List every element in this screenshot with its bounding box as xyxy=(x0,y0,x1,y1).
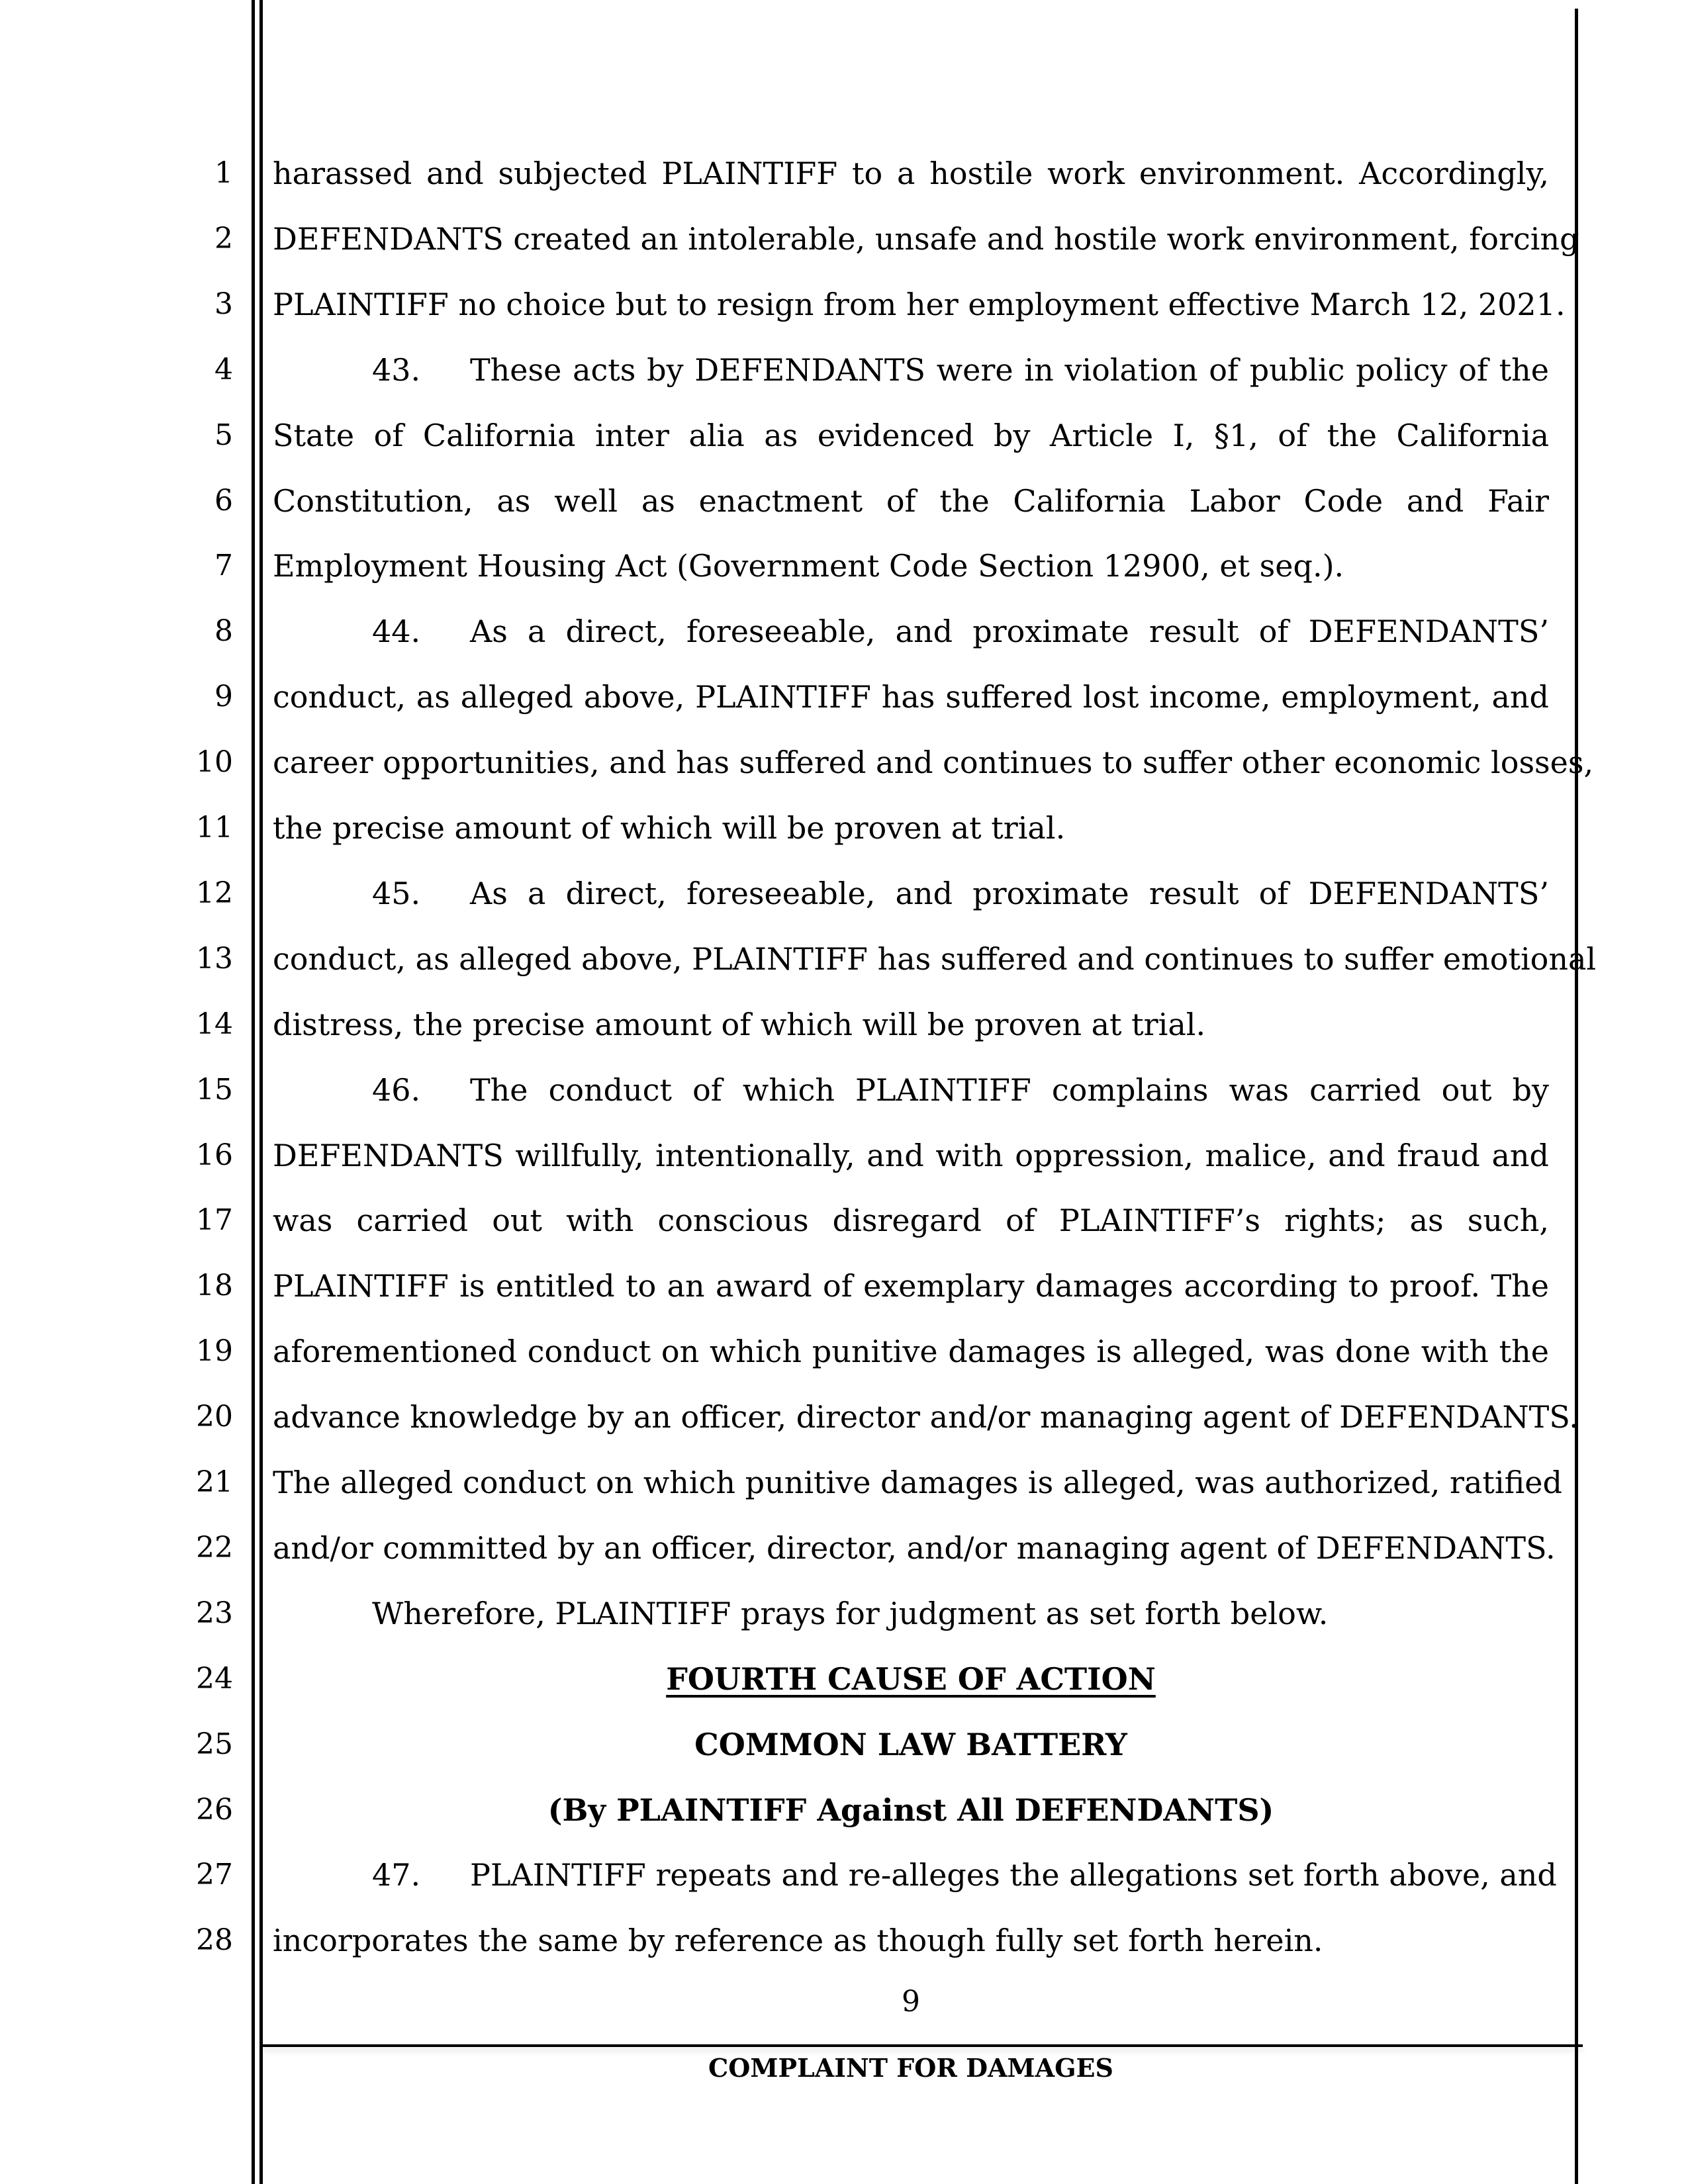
text-line xyxy=(273,1528,1556,1568)
cause-of-action-heading xyxy=(273,1659,1549,1699)
footer-rule xyxy=(263,2044,1583,2047)
text-line xyxy=(273,154,1549,193)
paragraph-first-line xyxy=(273,1070,1549,1110)
line-number: 28 xyxy=(196,1923,233,1957)
line-text: State of California inter alia as evidenced by Article I, §1, of the California xyxy=(273,418,1549,453)
text-line xyxy=(273,219,1579,259)
line-number: 18 xyxy=(196,1269,233,1302)
paragraph-first-line xyxy=(273,612,1549,651)
line-number: 5 xyxy=(214,418,233,452)
text-line xyxy=(273,1201,1549,1240)
line-text: advance knowledge by an officer, director and/or managing agent of DEFENDANTS. xyxy=(273,1399,1579,1435)
line-text: conduct, as alleged above, PLAINTIFF has suffered and continues to suffer emotional xyxy=(273,941,1597,977)
text-line xyxy=(273,285,1566,324)
line-text: As a direct, foreseeable, and proximate result of DEFENDANTS’ xyxy=(470,876,1549,911)
line-text: Wherefore, PLAINTIFF prays for judgment as set forth below. xyxy=(372,1596,1329,1631)
line-number: 20 xyxy=(196,1400,233,1433)
line-text: harassed and subjected PLAINTIFF to a hostile work environment. Accordingly, xyxy=(273,156,1549,191)
line-text: The conduct of which PLAINTIFF complains was carried out by xyxy=(470,1072,1549,1108)
paragraph-first-line xyxy=(273,350,1549,390)
text-line xyxy=(273,481,1549,521)
line-text: PLAINTIFF no choice but to resign from her employment effective March 12, 2021. xyxy=(273,287,1566,322)
paragraph-number: 46. xyxy=(372,1072,421,1108)
line-text: As a direct, foreseeable, and proximate result of DEFENDANTS’ xyxy=(470,614,1549,649)
line-text: The alleged conduct on which punitive damages is alleged, was authorized, ratified xyxy=(273,1465,1562,1500)
text-line xyxy=(273,1921,1549,1960)
paragraph-number: 44. xyxy=(372,614,421,649)
line-number: 10 xyxy=(196,745,233,779)
paragraph-number: 45. xyxy=(372,876,421,911)
line-number: 12 xyxy=(196,876,233,910)
line-text: aforementioned conduct on which punitive damages is alleged, was done with the xyxy=(273,1334,1549,1369)
line-number: 2 xyxy=(214,222,233,255)
text-line xyxy=(273,1397,1579,1437)
line-number: 13 xyxy=(196,942,233,976)
text-line xyxy=(273,677,1549,717)
line-number: 23 xyxy=(196,1596,233,1630)
section-heading xyxy=(273,1790,1549,1830)
heading-text: FOURTH CAUSE OF ACTION xyxy=(666,1661,1156,1697)
line-text: PLAINTIFF repeats and re-alleges the allegations set forth above, and xyxy=(470,1857,1557,1893)
line-number: 8 xyxy=(214,614,233,648)
text-line xyxy=(273,1266,1549,1306)
line-text: Constitution, as well as enactment of the California Labor Code and Fair xyxy=(273,483,1549,519)
line-text: the precise amount of which will be proven at trial. xyxy=(273,810,1066,846)
paragraph-number: 47. xyxy=(372,1857,421,1893)
line-number: 19 xyxy=(196,1334,233,1368)
line-number: 22 xyxy=(196,1531,233,1565)
right-margin-rule xyxy=(1575,9,1578,2184)
text-line xyxy=(273,939,1597,979)
page-number: 9 xyxy=(902,1985,920,2019)
text-line xyxy=(273,546,1549,586)
heading-text: COMMON LAW BATTERY xyxy=(694,1727,1127,1762)
line-number: 1 xyxy=(214,156,233,190)
paragraph-first-line xyxy=(273,874,1549,913)
heading-text: (By PLAINTIFF Against All DEFENDANTS) xyxy=(547,1792,1274,1828)
line-number: 26 xyxy=(196,1793,233,1827)
text-line xyxy=(273,808,1549,848)
text-line xyxy=(273,743,1594,782)
line-number: 4 xyxy=(214,353,233,387)
line-number: 7 xyxy=(214,549,233,582)
line-number: 21 xyxy=(196,1465,233,1499)
line-number: 6 xyxy=(214,484,233,518)
line-number: 16 xyxy=(196,1138,233,1172)
line-number: 3 xyxy=(214,287,233,321)
line-number: 14 xyxy=(196,1007,233,1041)
left-margin-rule-outer xyxy=(252,0,255,2184)
line-text: and/or committed by an officer, director, and/or managing agent of DEFENDANTS. xyxy=(273,1530,1556,1566)
paragraph-first-line xyxy=(273,1855,1557,1895)
line-text: These acts by DEFENDANTS were in violation of public policy of the xyxy=(470,352,1549,388)
text-line xyxy=(273,1463,1562,1502)
text-line xyxy=(273,1594,1549,1633)
line-number: 24 xyxy=(196,1662,233,1696)
line-text: DEFENDANTS willfully, intentionally, and with oppression, malice, and fraud and xyxy=(273,1138,1549,1173)
text-line xyxy=(273,1005,1549,1044)
line-number: 11 xyxy=(196,811,233,844)
line-text: career opportunities, and has suffered and continues to suffer other economic losses, xyxy=(273,745,1594,780)
line-text: incorporates the same by reference as though fully set forth herein. xyxy=(273,1923,1323,1958)
left-margin-rule-inner xyxy=(259,0,263,2184)
line-number: 25 xyxy=(196,1727,233,1761)
line-number: 17 xyxy=(196,1203,233,1237)
line-text: was carried out with conscious disregard of PLAINTIFF’s rights; as such, xyxy=(273,1203,1549,1238)
line-text: DEFENDANTS created an intolerable, unsafe and hostile work environment, forcing xyxy=(273,221,1579,257)
line-text: PLAINTIFF is entitled to an award of exemplary damages according to proof. The xyxy=(273,1268,1549,1304)
section-heading xyxy=(273,1725,1549,1764)
line-text: distress, the precise amount of which will be proven at trial. xyxy=(273,1007,1206,1042)
line-number: 27 xyxy=(196,1858,233,1891)
text-line xyxy=(273,416,1549,455)
line-number: 15 xyxy=(196,1073,233,1107)
line-number: 9 xyxy=(214,680,233,713)
text-line xyxy=(273,1136,1549,1175)
text-line xyxy=(273,1332,1549,1371)
paragraph-number: 43. xyxy=(372,352,421,388)
footer-document-title: COMPLAINT FOR DAMAGES xyxy=(708,2053,1113,2083)
line-text: Employment Housing Act (Government Code Section 12900, et seq.). xyxy=(273,548,1344,584)
line-text: conduct, as alleged above, PLAINTIFF has suffered lost income, employment, and xyxy=(273,679,1549,715)
